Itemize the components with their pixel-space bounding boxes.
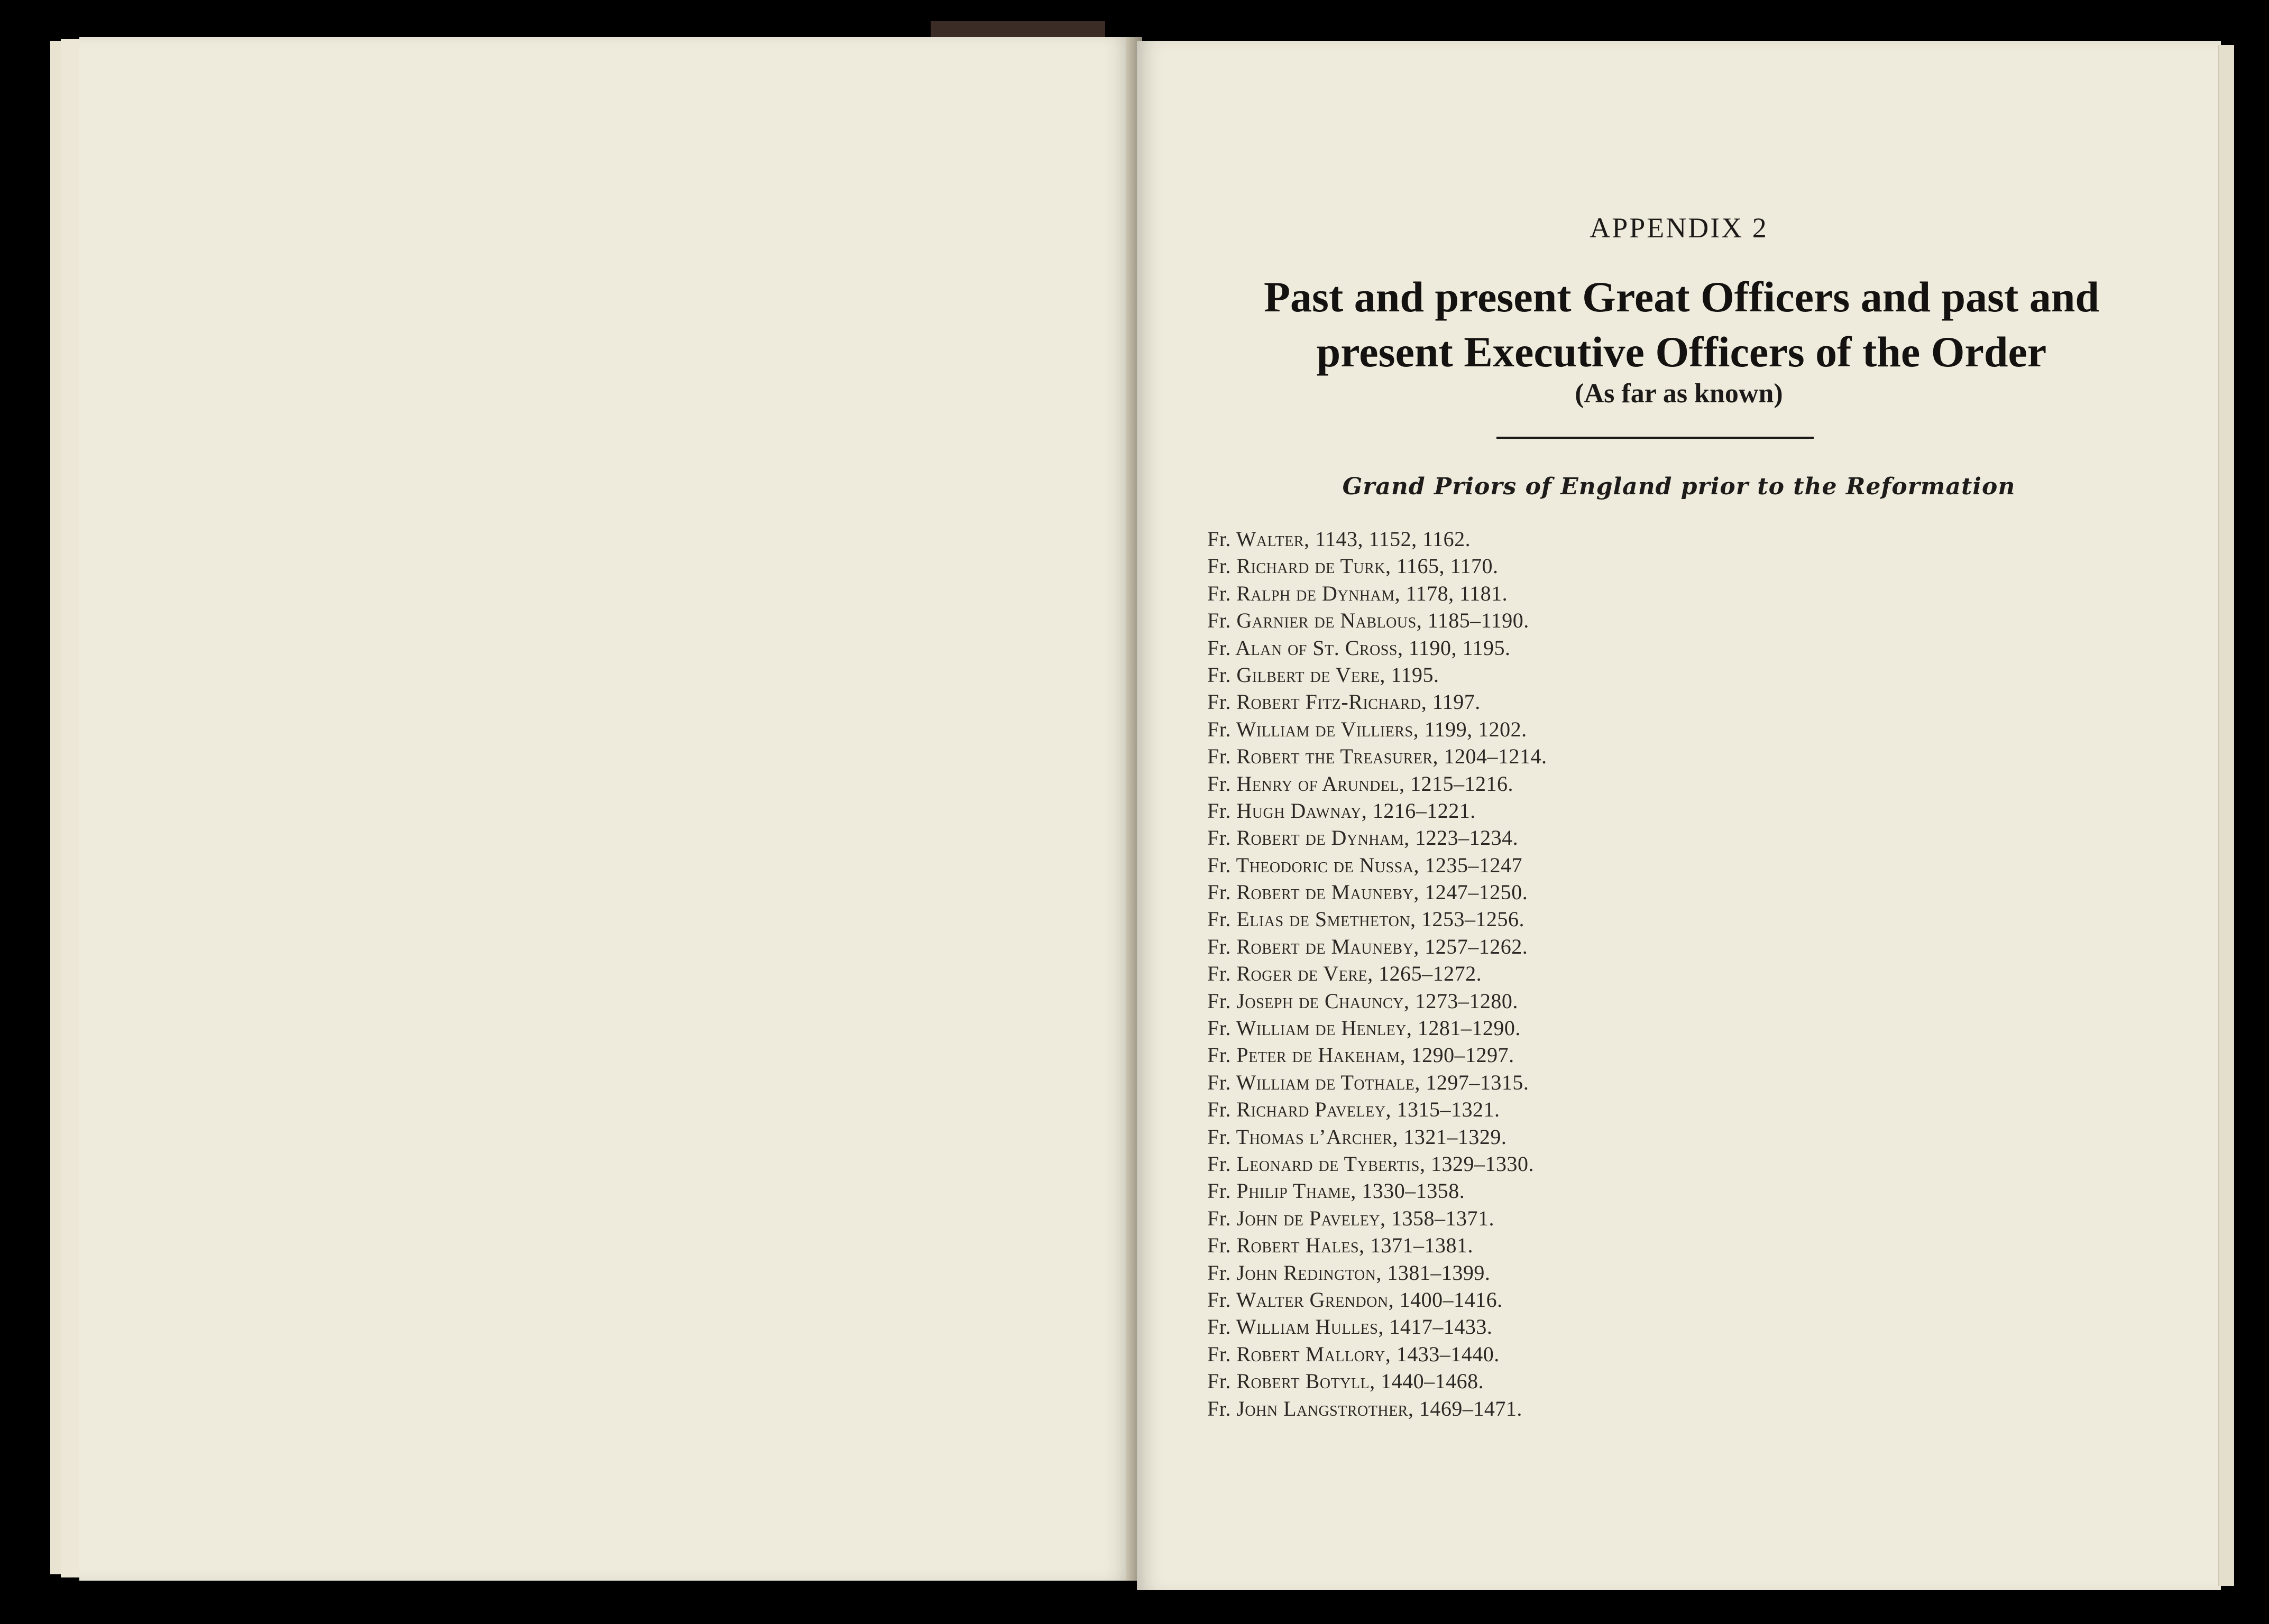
list-item	[1207, 607, 1547, 634]
list-item	[1207, 661, 1547, 688]
entry-prefix: Fr.	[1207, 962, 1231, 986]
entry-text: Alan of St. Cross, 1190, 1195.	[1235, 635, 1511, 660]
entry-text: Robert Botyll, 1440–1468.	[1236, 1369, 1484, 1394]
list-item	[1207, 1069, 1547, 1096]
entry-prefix: Fr.	[1207, 934, 1231, 958]
entry-prefix: Fr.	[1207, 581, 1231, 605]
entry-prefix: Fr.	[1207, 853, 1231, 877]
list-item	[1207, 797, 1547, 824]
entry-text: Henry of Arundel, 1215–1216.	[1236, 771, 1513, 796]
list-item	[1207, 688, 1547, 715]
entry-prefix: Fr.	[1207, 1315, 1231, 1339]
entry-text: Robert de Mauneby, 1247–1250.	[1236, 880, 1528, 905]
entry-prefix: Fr.	[1207, 662, 1231, 687]
entry-prefix: Fr.	[1207, 1097, 1231, 1122]
left-page	[79, 37, 1132, 1581]
entry-prefix: Fr.	[1207, 1016, 1231, 1040]
page-subtitle: (As far as known)	[1575, 379, 1783, 409]
entry-text: Elias de Smetheton, 1253–1256.	[1236, 907, 1525, 931]
entry-prefix: Fr.	[1207, 1151, 1231, 1176]
entry-text: John Langstrother, 1469–1471.	[1236, 1396, 1522, 1420]
list-item	[1207, 525, 1547, 552]
entry-prefix: Fr.	[1207, 1206, 1231, 1230]
entry-text: Gilbert de Vere, 1195.	[1236, 662, 1439, 687]
entry-prefix: Fr.	[1207, 608, 1231, 633]
entry-prefix: Fr.	[1207, 1396, 1231, 1420]
entry-prefix: Fr.	[1207, 1070, 1231, 1094]
entry-prefix: Fr.	[1207, 635, 1231, 660]
entry-text: Robert de Mauneby, 1257–1262.	[1236, 934, 1528, 958]
spine-top	[931, 21, 1105, 37]
list-item	[1207, 552, 1547, 579]
right-page-edge	[2218, 45, 2234, 1586]
list-item	[1207, 1014, 1547, 1041]
list-item	[1207, 770, 1547, 797]
list-item	[1207, 1232, 1547, 1259]
entry-prefix: Fr.	[1207, 527, 1231, 551]
entry-text: Philip Thame, 1330–1358.	[1236, 1179, 1465, 1203]
list-item	[1207, 824, 1547, 851]
entry-text: Theodoric de Nussa, 1235–1247	[1236, 853, 1523, 877]
list-item	[1207, 933, 1547, 960]
entry-text: Leonard de Tybertis, 1329–1330.	[1236, 1151, 1534, 1176]
entry-text: Robert Hales, 1371–1381.	[1236, 1233, 1474, 1258]
list-item	[1207, 1150, 1547, 1177]
entry-prefix: Fr.	[1207, 989, 1231, 1013]
title-line-1: Past and present Great Officers and past and	[1263, 273, 2100, 321]
entry-text: Roger de Vere, 1265–1272.	[1236, 962, 1482, 986]
entry-prefix: Fr.	[1207, 1233, 1231, 1258]
list-item	[1207, 1341, 1547, 1368]
entry-text: Hugh Dawnay, 1216–1221.	[1236, 798, 1476, 823]
entry-text: Ralph de Dynham, 1178, 1181.	[1236, 581, 1508, 605]
list-item	[1207, 1368, 1547, 1395]
entry-text: Robert the Treasurer, 1204–1214.	[1236, 744, 1547, 769]
appendix-label: APPENDIX 2	[1590, 212, 1768, 244]
list-item	[1207, 960, 1547, 987]
entry-text: Thomas l’Archer, 1321–1329.	[1236, 1124, 1507, 1149]
entry-text: Richard de Turk, 1165, 1170.	[1236, 554, 1499, 578]
list-item	[1207, 906, 1547, 933]
list-item	[1207, 1177, 1547, 1204]
entry-prefix: Fr.	[1207, 798, 1231, 823]
grand-priors-list	[1207, 525, 1547, 1422]
entry-text: William Hulles, 1417–1433.	[1236, 1315, 1493, 1339]
entry-text: Joseph de Chauncy, 1273–1280.	[1236, 989, 1518, 1013]
entry-text: Walter, 1143, 1152, 1162.	[1236, 527, 1471, 551]
entry-prefix: Fr.	[1207, 907, 1231, 931]
entry-prefix: Fr.	[1207, 1124, 1231, 1149]
list-item	[1207, 1286, 1547, 1313]
list-item	[1207, 1395, 1547, 1422]
entry-text: Peter de Hakeham, 1290–1297.	[1236, 1043, 1514, 1067]
section-heading: Grand Priors of England prior to the Reformation	[1342, 473, 2016, 500]
list-item	[1207, 1123, 1547, 1150]
list-item	[1207, 988, 1547, 1014]
entry-text: John Redington, 1381–1399.	[1236, 1260, 1491, 1285]
entry-prefix: Fr.	[1207, 554, 1231, 578]
list-item	[1207, 1205, 1547, 1232]
entry-prefix: Fr.	[1207, 1179, 1231, 1203]
list-item	[1207, 879, 1547, 906]
list-item	[1207, 716, 1547, 743]
entry-prefix: Fr.	[1207, 744, 1231, 769]
entry-text: Walter Grendon, 1400–1416.	[1236, 1287, 1503, 1312]
entry-text: Richard Paveley, 1315–1321.	[1236, 1097, 1500, 1122]
entry-prefix: Fr.	[1207, 826, 1231, 850]
list-item	[1207, 1096, 1547, 1123]
entry-text: Robert Mallory, 1433–1440.	[1236, 1342, 1500, 1366]
entry-prefix: Fr.	[1207, 1260, 1231, 1285]
entry-prefix: Fr.	[1207, 1342, 1231, 1366]
entry-text: William de Villiers, 1199, 1202.	[1236, 717, 1527, 741]
list-item	[1207, 1041, 1547, 1068]
list-item	[1207, 580, 1547, 607]
entry-prefix: Fr.	[1207, 1369, 1231, 1394]
list-item	[1207, 1259, 1547, 1286]
entry-text: John de Paveley, 1358–1371.	[1236, 1206, 1495, 1230]
page-title	[1190, 270, 2173, 380]
entry-text: William de Henley, 1281–1290.	[1236, 1016, 1521, 1040]
entry-prefix: Fr.	[1207, 771, 1231, 796]
entry-prefix: Fr.	[1207, 717, 1231, 741]
entry-prefix: Fr.	[1207, 690, 1231, 714]
entry-prefix: Fr.	[1207, 1043, 1231, 1067]
entry-text: Robert Fitz-Richard, 1197.	[1236, 690, 1481, 714]
list-item	[1207, 852, 1547, 879]
entry-prefix: Fr.	[1207, 1287, 1231, 1312]
list-item	[1207, 743, 1547, 770]
title-line-2: present Executive Officers of the Order	[1316, 328, 2047, 376]
entry-text: Robert de Dynham, 1223–1234.	[1236, 826, 1519, 850]
entry-text: Garnier de Nablous, 1185–1190.	[1236, 608, 1529, 633]
title-rule-divider	[1496, 437, 1814, 439]
list-item	[1207, 1313, 1547, 1340]
list-item	[1207, 634, 1547, 661]
entry-text: William de Tothale, 1297–1315.	[1236, 1070, 1529, 1094]
entry-prefix: Fr.	[1207, 880, 1231, 905]
